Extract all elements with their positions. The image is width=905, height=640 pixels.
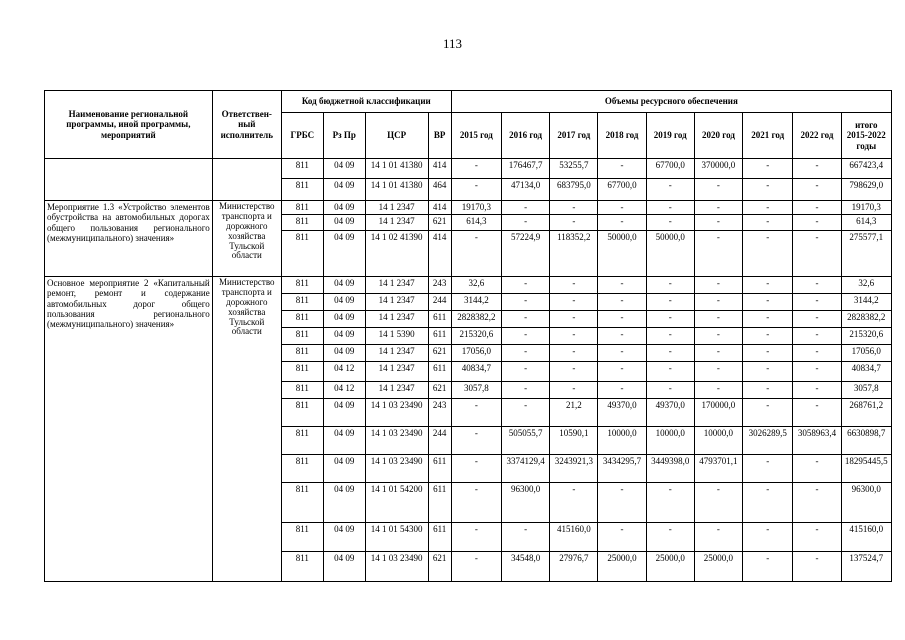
csr-cell: 14 1 03 23490 (365, 399, 428, 427)
total-cell: 275577,1 (841, 231, 891, 277)
csr-cell: 14 1 2347 (365, 362, 428, 382)
year-value-cell: 3026289,5 (743, 427, 793, 455)
total-cell: 3144,2 (841, 294, 891, 311)
rzpr-cell: 04 09 (323, 231, 365, 277)
header-name: Наименование региональной программы, иной программы, мероприятий (45, 91, 213, 159)
year-value-cell: - (451, 159, 501, 179)
year-value-cell: 25000,0 (598, 552, 646, 582)
year-value-cell: - (743, 277, 793, 294)
year-value-cell: 47134,0 (502, 179, 550, 201)
vr-cell: 621 (428, 382, 451, 399)
year-value-cell: 53255,7 (550, 159, 598, 179)
year-value-cell: - (451, 231, 501, 277)
year-value-cell: - (793, 179, 841, 201)
grbs-cell: 811 (281, 328, 323, 345)
total-cell: 614,3 (841, 215, 891, 231)
total-cell: 798629,0 (841, 179, 891, 201)
year-value-cell: - (502, 311, 550, 328)
year-value-cell: 118352,2 (550, 231, 598, 277)
year-value-cell: - (743, 179, 793, 201)
total-cell: 6630898,7 (841, 427, 891, 455)
grbs-cell: 811 (281, 523, 323, 552)
csr-cell: 14 1 03 23490 (365, 427, 428, 455)
year-value-cell: - (793, 483, 841, 523)
year-value-cell: 34548,0 (502, 552, 550, 582)
year-value-cell: 176467,7 (502, 159, 550, 179)
vr-cell: 414 (428, 231, 451, 277)
year-value-cell: 10590,1 (550, 427, 598, 455)
total-cell: 18295445,5 (841, 455, 891, 483)
year-value-cell: - (646, 382, 694, 399)
year-value-cell: - (550, 328, 598, 345)
year-value-cell: 50000,0 (598, 231, 646, 277)
year-value-cell: - (598, 483, 646, 523)
year-value-cell: - (793, 523, 841, 552)
year-value-cell: - (598, 345, 646, 362)
grbs-cell: 811 (281, 231, 323, 277)
year-value-cell: - (743, 483, 793, 523)
year-value-cell: - (793, 382, 841, 399)
year-value-cell: 415160,0 (550, 523, 598, 552)
year-value-cell: - (502, 201, 550, 215)
grbs-cell: 811 (281, 399, 323, 427)
rzpr-cell: 04 09 (323, 345, 365, 362)
vr-cell: 621 (428, 345, 451, 362)
year-value-cell: - (598, 311, 646, 328)
year-value-cell: - (598, 328, 646, 345)
csr-cell: 14 1 01 54300 (365, 523, 428, 552)
year-value-cell: 215320,6 (451, 328, 501, 345)
rzpr-cell: 04 09 (323, 399, 365, 427)
year-value-cell: 10000,0 (646, 427, 694, 455)
header-rzpr: Рз Пр (323, 113, 365, 159)
year-value-cell: - (646, 201, 694, 215)
year-value-cell: - (646, 277, 694, 294)
year-value-cell: - (793, 399, 841, 427)
rzpr-cell: 04 09 (323, 179, 365, 201)
year-value-cell: - (793, 159, 841, 179)
vr-cell: 414 (428, 159, 451, 179)
year-value-cell: - (743, 215, 793, 231)
total-cell: 415160,0 (841, 523, 891, 552)
year-value-cell: - (646, 294, 694, 311)
csr-cell: 14 1 2347 (365, 311, 428, 328)
year-value-cell: - (793, 552, 841, 582)
year-value-cell: 49370,0 (598, 399, 646, 427)
rzpr-cell: 04 09 (323, 455, 365, 483)
year-value-cell: 40834,7 (451, 362, 501, 382)
grbs-cell: 811 (281, 159, 323, 179)
grbs-cell: 811 (281, 294, 323, 311)
year-value-cell: 19170,3 (451, 201, 501, 215)
total-cell: 2828382,2 (841, 311, 891, 328)
year-value-cell: - (646, 345, 694, 362)
grbs-cell: 811 (281, 382, 323, 399)
rzpr-cell: 04 09 (323, 523, 365, 552)
year-value-cell: 3449398,0 (646, 455, 694, 483)
year-value-cell: - (743, 311, 793, 328)
year-value-cell: 49370,0 (646, 399, 694, 427)
resource-table (44, 90, 892, 582)
responsible-executor: Министерство транспорта и дорожного хозяйства Тульской области (212, 277, 281, 582)
year-value-cell: - (550, 215, 598, 231)
year-value-cell: 67700,0 (646, 159, 694, 179)
year-value-cell: - (793, 362, 841, 382)
year-value-cell: - (550, 294, 598, 311)
year-value-cell: - (743, 552, 793, 582)
grbs-cell: 811 (281, 455, 323, 483)
year-value-cell: - (694, 231, 742, 277)
header-year: 2019 год (646, 113, 694, 159)
vr-cell: 243 (428, 277, 451, 294)
csr-cell: 14 1 03 23490 (365, 552, 428, 582)
grbs-cell: 811 (281, 552, 323, 582)
year-value-cell: - (694, 311, 742, 328)
vr-cell: 244 (428, 427, 451, 455)
year-value-cell: - (598, 362, 646, 382)
year-value-cell: 32,6 (451, 277, 501, 294)
csr-cell: 14 1 01 54200 (365, 483, 428, 523)
csr-cell: 14 1 01 41380 (365, 179, 428, 201)
year-value-cell: - (694, 201, 742, 215)
year-value-cell: - (743, 523, 793, 552)
year-value-cell: - (743, 159, 793, 179)
grbs-cell: 811 (281, 483, 323, 523)
vr-cell: 611 (428, 455, 451, 483)
header-year: 2015 год (451, 113, 501, 159)
year-value-cell: - (451, 523, 501, 552)
vr-cell: 611 (428, 523, 451, 552)
total-cell: 667423,4 (841, 159, 891, 179)
vr-cell: 414 (428, 201, 451, 215)
year-value-cell: - (502, 399, 550, 427)
responsible-executor: Министерство транспорта и дорожного хозяйства Тульской области (212, 201, 281, 277)
grbs-cell: 811 (281, 277, 323, 294)
year-value-cell: - (646, 311, 694, 328)
year-value-cell: - (694, 294, 742, 311)
header-resources: Объемы ресурсного обеспечения (451, 91, 891, 113)
rzpr-cell: 04 09 (323, 159, 365, 179)
year-value-cell: - (694, 328, 742, 345)
csr-cell: 14 1 2347 (365, 345, 428, 362)
header-total: итого 2015-2022 годы (841, 113, 891, 159)
year-value-cell: - (694, 382, 742, 399)
year-value-cell: 25000,0 (646, 552, 694, 582)
year-value-cell: - (743, 399, 793, 427)
year-value-cell: - (502, 294, 550, 311)
year-value-cell: 10000,0 (694, 427, 742, 455)
year-value-cell: - (694, 277, 742, 294)
total-cell: 17056,0 (841, 345, 891, 362)
year-value-cell: - (743, 201, 793, 215)
year-value-cell: - (550, 345, 598, 362)
header-year: 2021 год (743, 113, 793, 159)
year-value-cell: - (793, 328, 841, 345)
vr-cell: 621 (428, 215, 451, 231)
rzpr-cell: 04 09 (323, 427, 365, 455)
grbs-cell: 811 (281, 201, 323, 215)
vr-cell: 621 (428, 552, 451, 582)
year-value-cell: 25000,0 (694, 552, 742, 582)
year-value-cell: - (793, 455, 841, 483)
grbs-cell: 811 (281, 215, 323, 231)
vr-cell: 244 (428, 294, 451, 311)
year-value-cell: - (694, 215, 742, 231)
rzpr-cell: 04 09 (323, 311, 365, 328)
year-value-cell: 614,3 (451, 215, 501, 231)
year-value-cell: - (451, 552, 501, 582)
year-value-cell: - (646, 362, 694, 382)
grbs-cell: 811 (281, 311, 323, 328)
year-value-cell: 683795,0 (550, 179, 598, 201)
year-value-cell: - (502, 382, 550, 399)
year-value-cell: - (598, 277, 646, 294)
year-value-cell: - (646, 523, 694, 552)
csr-cell: 14 1 5390 (365, 328, 428, 345)
year-value-cell: 170000,0 (694, 399, 742, 427)
year-value-cell: - (694, 523, 742, 552)
header-year: 2018 год (598, 113, 646, 159)
header-year: 2016 год (502, 113, 550, 159)
responsible-executor (212, 159, 281, 201)
header-grbs: ГРБС (281, 113, 323, 159)
total-cell: 19170,3 (841, 201, 891, 215)
vr-cell: 243 (428, 399, 451, 427)
vr-cell: 611 (428, 362, 451, 382)
header-year: 2017 год (550, 113, 598, 159)
year-value-cell: - (743, 231, 793, 277)
program-name: Мероприятие 1.3 «Устройство элементов обустройства на автомобильных дорогах общего пользования регионального (межмуниципального) значения» (45, 201, 213, 277)
year-value-cell: - (694, 179, 742, 201)
year-value-cell: - (646, 483, 694, 523)
year-value-cell: - (550, 201, 598, 215)
csr-cell: 14 1 02 41390 (365, 231, 428, 277)
rzpr-cell: 04 09 (323, 294, 365, 311)
grbs-cell: 811 (281, 345, 323, 362)
year-value-cell: 27976,7 (550, 552, 598, 582)
year-value-cell: - (793, 277, 841, 294)
year-value-cell: - (646, 215, 694, 231)
year-value-cell: 3434295,7 (598, 455, 646, 483)
year-value-cell: 17056,0 (451, 345, 501, 362)
year-value-cell: 505055,7 (502, 427, 550, 455)
table-row (45, 159, 892, 179)
year-value-cell: - (502, 345, 550, 362)
year-value-cell: - (793, 311, 841, 328)
year-value-cell: - (743, 362, 793, 382)
year-value-cell: 4793701,1 (694, 455, 742, 483)
year-value-cell: 57224,9 (502, 231, 550, 277)
year-value-cell: - (451, 179, 501, 201)
year-value-cell: - (743, 328, 793, 345)
grbs-cell: 811 (281, 179, 323, 201)
rzpr-cell: 04 12 (323, 362, 365, 382)
year-value-cell: - (598, 382, 646, 399)
rzpr-cell: 04 12 (323, 382, 365, 399)
table-row (45, 201, 892, 215)
year-value-cell: - (793, 345, 841, 362)
year-value-cell: - (550, 382, 598, 399)
total-cell: 137524,7 (841, 552, 891, 582)
year-value-cell: 2828382,2 (451, 311, 501, 328)
year-value-cell: - (502, 362, 550, 382)
total-cell: 32,6 (841, 277, 891, 294)
vr-cell: 464 (428, 179, 451, 201)
year-value-cell: - (743, 345, 793, 362)
year-value-cell: 3058963,4 (793, 427, 841, 455)
rzpr-cell: 04 09 (323, 483, 365, 523)
year-value-cell: 96300,0 (502, 483, 550, 523)
year-value-cell: - (502, 277, 550, 294)
year-value-cell: - (598, 523, 646, 552)
year-value-cell: - (793, 294, 841, 311)
table-body (45, 159, 892, 582)
year-value-cell: - (550, 311, 598, 328)
header-executor: Ответствен-ный исполнитель (212, 91, 281, 159)
total-cell: 40834,7 (841, 362, 891, 382)
year-value-cell: - (550, 483, 598, 523)
year-value-cell: 21,2 (550, 399, 598, 427)
csr-cell: 14 1 2347 (365, 382, 428, 399)
csr-cell: 14 1 2347 (365, 294, 428, 311)
year-value-cell: - (598, 294, 646, 311)
total-cell: 3057,8 (841, 382, 891, 399)
rzpr-cell: 04 09 (323, 277, 365, 294)
year-value-cell: 50000,0 (646, 231, 694, 277)
year-value-cell: - (598, 215, 646, 231)
rzpr-cell: 04 09 (323, 215, 365, 231)
year-value-cell: - (793, 231, 841, 277)
csr-cell: 14 1 2347 (365, 201, 428, 215)
year-value-cell: - (694, 483, 742, 523)
year-value-cell: 3374129,4 (502, 455, 550, 483)
csr-cell: 14 1 01 41380 (365, 159, 428, 179)
header-vr: ВР (428, 113, 451, 159)
rzpr-cell: 04 09 (323, 552, 365, 582)
header-year: 2022 год (793, 113, 841, 159)
year-value-cell: - (451, 483, 501, 523)
year-value-cell: - (793, 215, 841, 231)
year-value-cell: - (743, 294, 793, 311)
year-value-cell: - (451, 399, 501, 427)
year-value-cell: - (743, 382, 793, 399)
year-value-cell: 370000,0 (694, 159, 742, 179)
page-number: 113 (442, 36, 463, 51)
year-value-cell: - (646, 328, 694, 345)
year-value-cell: - (502, 215, 550, 231)
year-value-cell: - (502, 523, 550, 552)
year-value-cell: - (694, 362, 742, 382)
csr-cell: 14 1 2347 (365, 215, 428, 231)
rzpr-cell: 04 09 (323, 328, 365, 345)
table-row (45, 277, 892, 294)
year-value-cell: 3144,2 (451, 294, 501, 311)
year-value-cell: 10000,0 (598, 427, 646, 455)
year-value-cell: - (550, 277, 598, 294)
csr-cell: 14 1 2347 (365, 277, 428, 294)
header-budget-code: Код бюджетной классификации (281, 91, 451, 113)
year-value-cell: - (550, 362, 598, 382)
csr-cell: 14 1 03 23490 (365, 455, 428, 483)
total-cell: 215320,6 (841, 328, 891, 345)
vr-cell: 611 (428, 328, 451, 345)
header-year: 2020 год (694, 113, 742, 159)
program-name (45, 159, 213, 201)
year-value-cell: 67700,0 (598, 179, 646, 201)
year-value-cell: - (598, 201, 646, 215)
year-value-cell: - (598, 159, 646, 179)
program-name: Основное мероприятие 2 «Капитальный ремонт, ремонт и содержание автомобильных дорог общего пользования регионального (межмуниципального) значения» (45, 277, 213, 582)
grbs-cell: 811 (281, 362, 323, 382)
year-value-cell: - (694, 345, 742, 362)
total-cell: 268761,2 (841, 399, 891, 427)
year-value-cell: 3057,8 (451, 382, 501, 399)
year-value-cell: - (451, 427, 501, 455)
year-value-cell: - (502, 328, 550, 345)
year-value-cell: - (793, 201, 841, 215)
vr-cell: 611 (428, 483, 451, 523)
vr-cell: 611 (428, 311, 451, 328)
year-value-cell: - (743, 455, 793, 483)
year-value-cell: 3243921,3 (550, 455, 598, 483)
year-value-cell: - (646, 179, 694, 201)
year-value-cell: - (451, 455, 501, 483)
rzpr-cell: 04 09 (323, 201, 365, 215)
total-cell: 96300,0 (841, 483, 891, 523)
grbs-cell: 811 (281, 427, 323, 455)
header-csr: ЦСР (365, 113, 428, 159)
